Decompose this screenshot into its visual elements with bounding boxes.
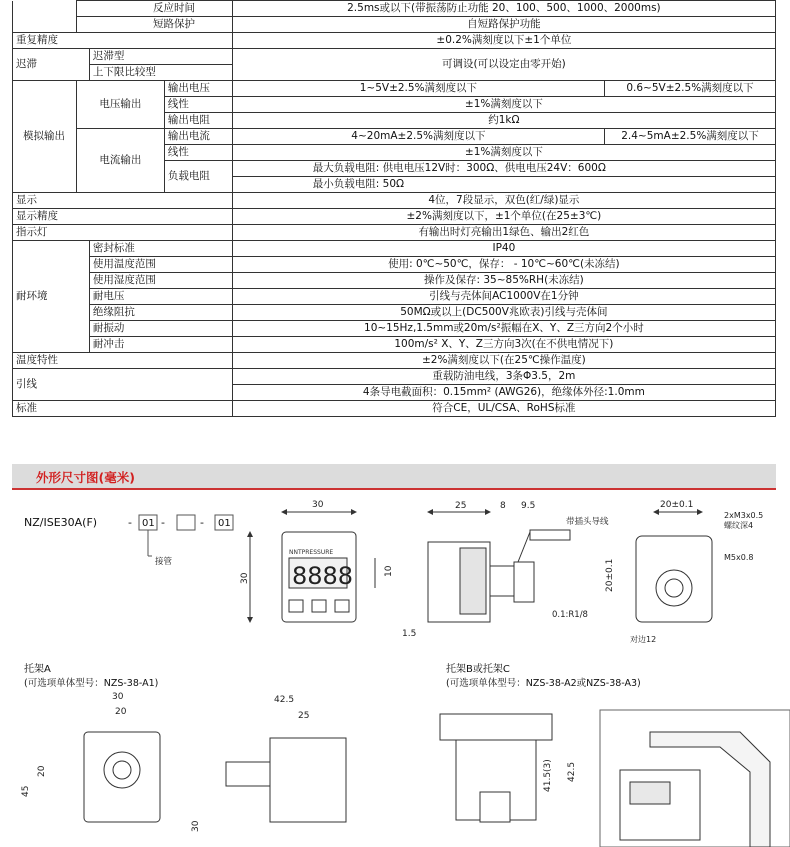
dim-45: 45 (21, 785, 31, 797)
m5-label: M5x0.8 (724, 553, 754, 562)
dim-42-5: 42.5 (274, 695, 295, 705)
row-sublabel: 负载电阻 (164, 161, 232, 193)
row-env-1 (13, 257, 776, 273)
model-name: NZ/ISE30A(F) (24, 516, 98, 529)
row-env-0 (13, 241, 776, 257)
row-value: 可调设(可以设定由零开始) (232, 49, 775, 81)
dim-10: 10 (384, 565, 394, 577)
up-button-icon (289, 600, 303, 612)
row-sublabel: 耐电压 (89, 289, 232, 305)
row-disp-acc (13, 209, 776, 225)
thread-label: 0.1:R1/8 (552, 610, 588, 620)
code-box-1-text: 01 (142, 518, 155, 529)
row-value: 1~5V±2.5%满刻度以下 (232, 81, 604, 97)
row-sublabel: 输出电流 (164, 129, 232, 145)
bracket-bc-model: (可选项单体型号：NZS-38-A2或NZS-38-A3) (446, 678, 641, 689)
svg-text:8888: 8888 (292, 562, 354, 590)
row-value: 约1kΩ (232, 113, 775, 129)
dim-20-a: 20 (115, 707, 127, 717)
row-value: 100m/s² X、Y、Z三方向3次(在不供电情况下) (232, 337, 775, 353)
row-response (13, 1, 776, 17)
row-value: 4位，7段显示，双色(红/绿)显示 (232, 193, 775, 209)
pipe-label: 接管 (155, 557, 173, 567)
row-sublabel: 电压输出 (76, 81, 164, 129)
row-repeat (13, 33, 776, 49)
row-value: 操作及保存: 35~85%RH(未冻结) (232, 273, 775, 289)
row-value: 符合CE，UL/CSA、RoHS标准 (232, 401, 775, 417)
row-value: ±1%满刻度以下 (232, 97, 775, 113)
section-title: 外形尺寸图(毫米) (36, 470, 135, 485)
row-env-3 (13, 289, 776, 305)
row-sublabel: 输出电阻 (164, 113, 232, 129)
dim-30-v: 30 (240, 572, 250, 584)
row-sublabel: 迟滞型 (89, 49, 232, 65)
dim-20-pm: 20±0.1 (660, 500, 694, 510)
row-sublabel: 输出电压 (164, 81, 232, 97)
dim-9-5: 9.5 (521, 501, 536, 511)
dim-20-pm-v: 20±0.1 (605, 558, 615, 592)
dim-30-a-v: 30 (191, 820, 201, 832)
row-value: 50MΩ或以上(DC500V兆欧表)引线与壳体间 (232, 305, 775, 321)
row-value: ±2%满刻度以下(在25℃操作温度) (232, 353, 775, 369)
front-view (240, 500, 394, 622)
row-standard (13, 401, 776, 417)
row-value: 2.5ms或以下(带振荡防止功能 20、100、500、1000、2000ms) (232, 1, 775, 17)
row-sublabel: 电流输出 (76, 129, 164, 193)
side-view (402, 501, 609, 639)
row-label: 模拟输出 (13, 81, 77, 193)
row-value: 2.4~5mA±2.5%满刻度以下 (605, 129, 776, 145)
row-lead-1 (13, 369, 776, 385)
row-value: IP40 (232, 241, 775, 257)
lead-wire-label: 带插头导线 (566, 517, 609, 527)
bracket-a (21, 662, 346, 832)
code-box-2 (177, 515, 195, 530)
row-env-5 (13, 321, 776, 337)
row-label: 反应时间 (76, 1, 232, 17)
row-env-4 (13, 305, 776, 321)
row-sublabel: 耐振动 (89, 321, 232, 337)
row-value: 引线与壳体间AC1000V在1分钟 (232, 289, 775, 305)
row-value: 10~15Hz,1.5mm或20m/s²振幅在X、Y、Z三方向2个小时 (232, 321, 775, 337)
dim-30-a: 30 (112, 692, 124, 702)
dim-25-a: 25 (298, 711, 310, 721)
row-analog-c1 (13, 129, 776, 145)
bracket-a-title: 托架A (24, 664, 51, 675)
dim-1-5: 1.5 (402, 629, 417, 639)
dim-20-a-v: 20 (37, 765, 47, 777)
row-value: ±2%满刻度以下，±1个单位(在25±3℃) (232, 209, 775, 225)
row-label: 显示精度 (13, 209, 233, 225)
row-value: 使用: 0℃~50℃，保存： - 10℃~60℃(未冻结) (232, 257, 775, 273)
row-label: 迟滞 (13, 49, 90, 81)
screw-label: 2xM3x0.5 (724, 511, 764, 520)
row-value: 0.6~5V±2.5%满刻度以下 (605, 81, 776, 97)
row-label: 重复精度 (13, 33, 233, 49)
row-env-2 (13, 273, 776, 289)
bracket-a-model: (可选项单体型号：NZS-38-A1) (24, 678, 159, 689)
svg-text:-: - (128, 516, 132, 529)
bracket-bc (440, 662, 790, 847)
svg-text:-: - (161, 516, 165, 529)
code-box-3-text: 01 (218, 518, 231, 529)
row-value: 4条导电截面积：0.15mm² (AWG26)，绝缘体外径:1.0mm (232, 385, 775, 401)
bracket-bc-title: 托架B或托架C (446, 664, 510, 675)
row-indicator (13, 225, 776, 241)
row-display (13, 193, 776, 209)
row-sublabel: 线性 (164, 145, 232, 161)
row-value: ±1%满刻度以下 (232, 145, 775, 161)
rear-view (605, 500, 763, 644)
dim-25: 25 (455, 501, 467, 511)
row-env-6 (13, 337, 776, 353)
dimension-drawings (0, 492, 790, 847)
spec-table (12, 0, 776, 417)
row-label: 耐环境 (13, 241, 90, 353)
row-sublabel: 密封标准 (89, 241, 232, 257)
row-sublabel: 线性 (164, 97, 232, 113)
row-sublabel: 上下限比较型 (89, 65, 232, 81)
row-label: 标准 (13, 401, 233, 417)
row-value: 有输出时灯亮输出1绿色、输出2红色 (232, 225, 775, 241)
model-code (24, 515, 233, 567)
dim-41-5: 41.5(3) (543, 759, 553, 792)
front-brand: NNTPRESSURE (289, 549, 334, 556)
row-label: 温度特性 (13, 353, 233, 369)
row-label: 显示 (13, 193, 233, 209)
row-value: 4~20mA±2.5%满刻度以下 (232, 129, 604, 145)
row-value: 最小负载电阻: 50Ω (232, 177, 775, 193)
row-value: 自短路保护功能 (232, 17, 775, 33)
screw-depth-label: 螺纹深4 (724, 521, 754, 530)
svg-text:-: - (200, 516, 204, 529)
row-label: 引线 (13, 369, 233, 401)
row-short (13, 17, 776, 33)
dim-42-5-v: 42.5 (567, 761, 577, 782)
row-value: 重载防油电线，3条Φ3.5，2m (232, 369, 775, 385)
row-sublabel: 使用温度范围 (89, 257, 232, 273)
row-value: 最大负载电阻: 供电电压12V时：300Ω、供电电压24V：600Ω (232, 161, 775, 177)
row-sublabel: 使用湿度范围 (89, 273, 232, 289)
dim-30: 30 (312, 500, 324, 510)
row-value: ±0.2%满刻度以下±1个单位 (232, 33, 775, 49)
row-label: 指示灯 (13, 225, 233, 241)
hex-label: 对边12 (630, 635, 657, 644)
row-analog-v1 (13, 81, 776, 97)
dim-8: 8 (500, 501, 506, 511)
set-button-icon (312, 600, 326, 612)
section-header (12, 464, 776, 490)
row-label: 短路保护 (76, 17, 232, 33)
row-temp (13, 353, 776, 369)
row-sublabel: 绝缘阻抗 (89, 305, 232, 321)
down-button-icon (335, 600, 349, 612)
row-sublabel: 耐冲击 (89, 337, 232, 353)
row-hyst-1 (13, 49, 776, 65)
